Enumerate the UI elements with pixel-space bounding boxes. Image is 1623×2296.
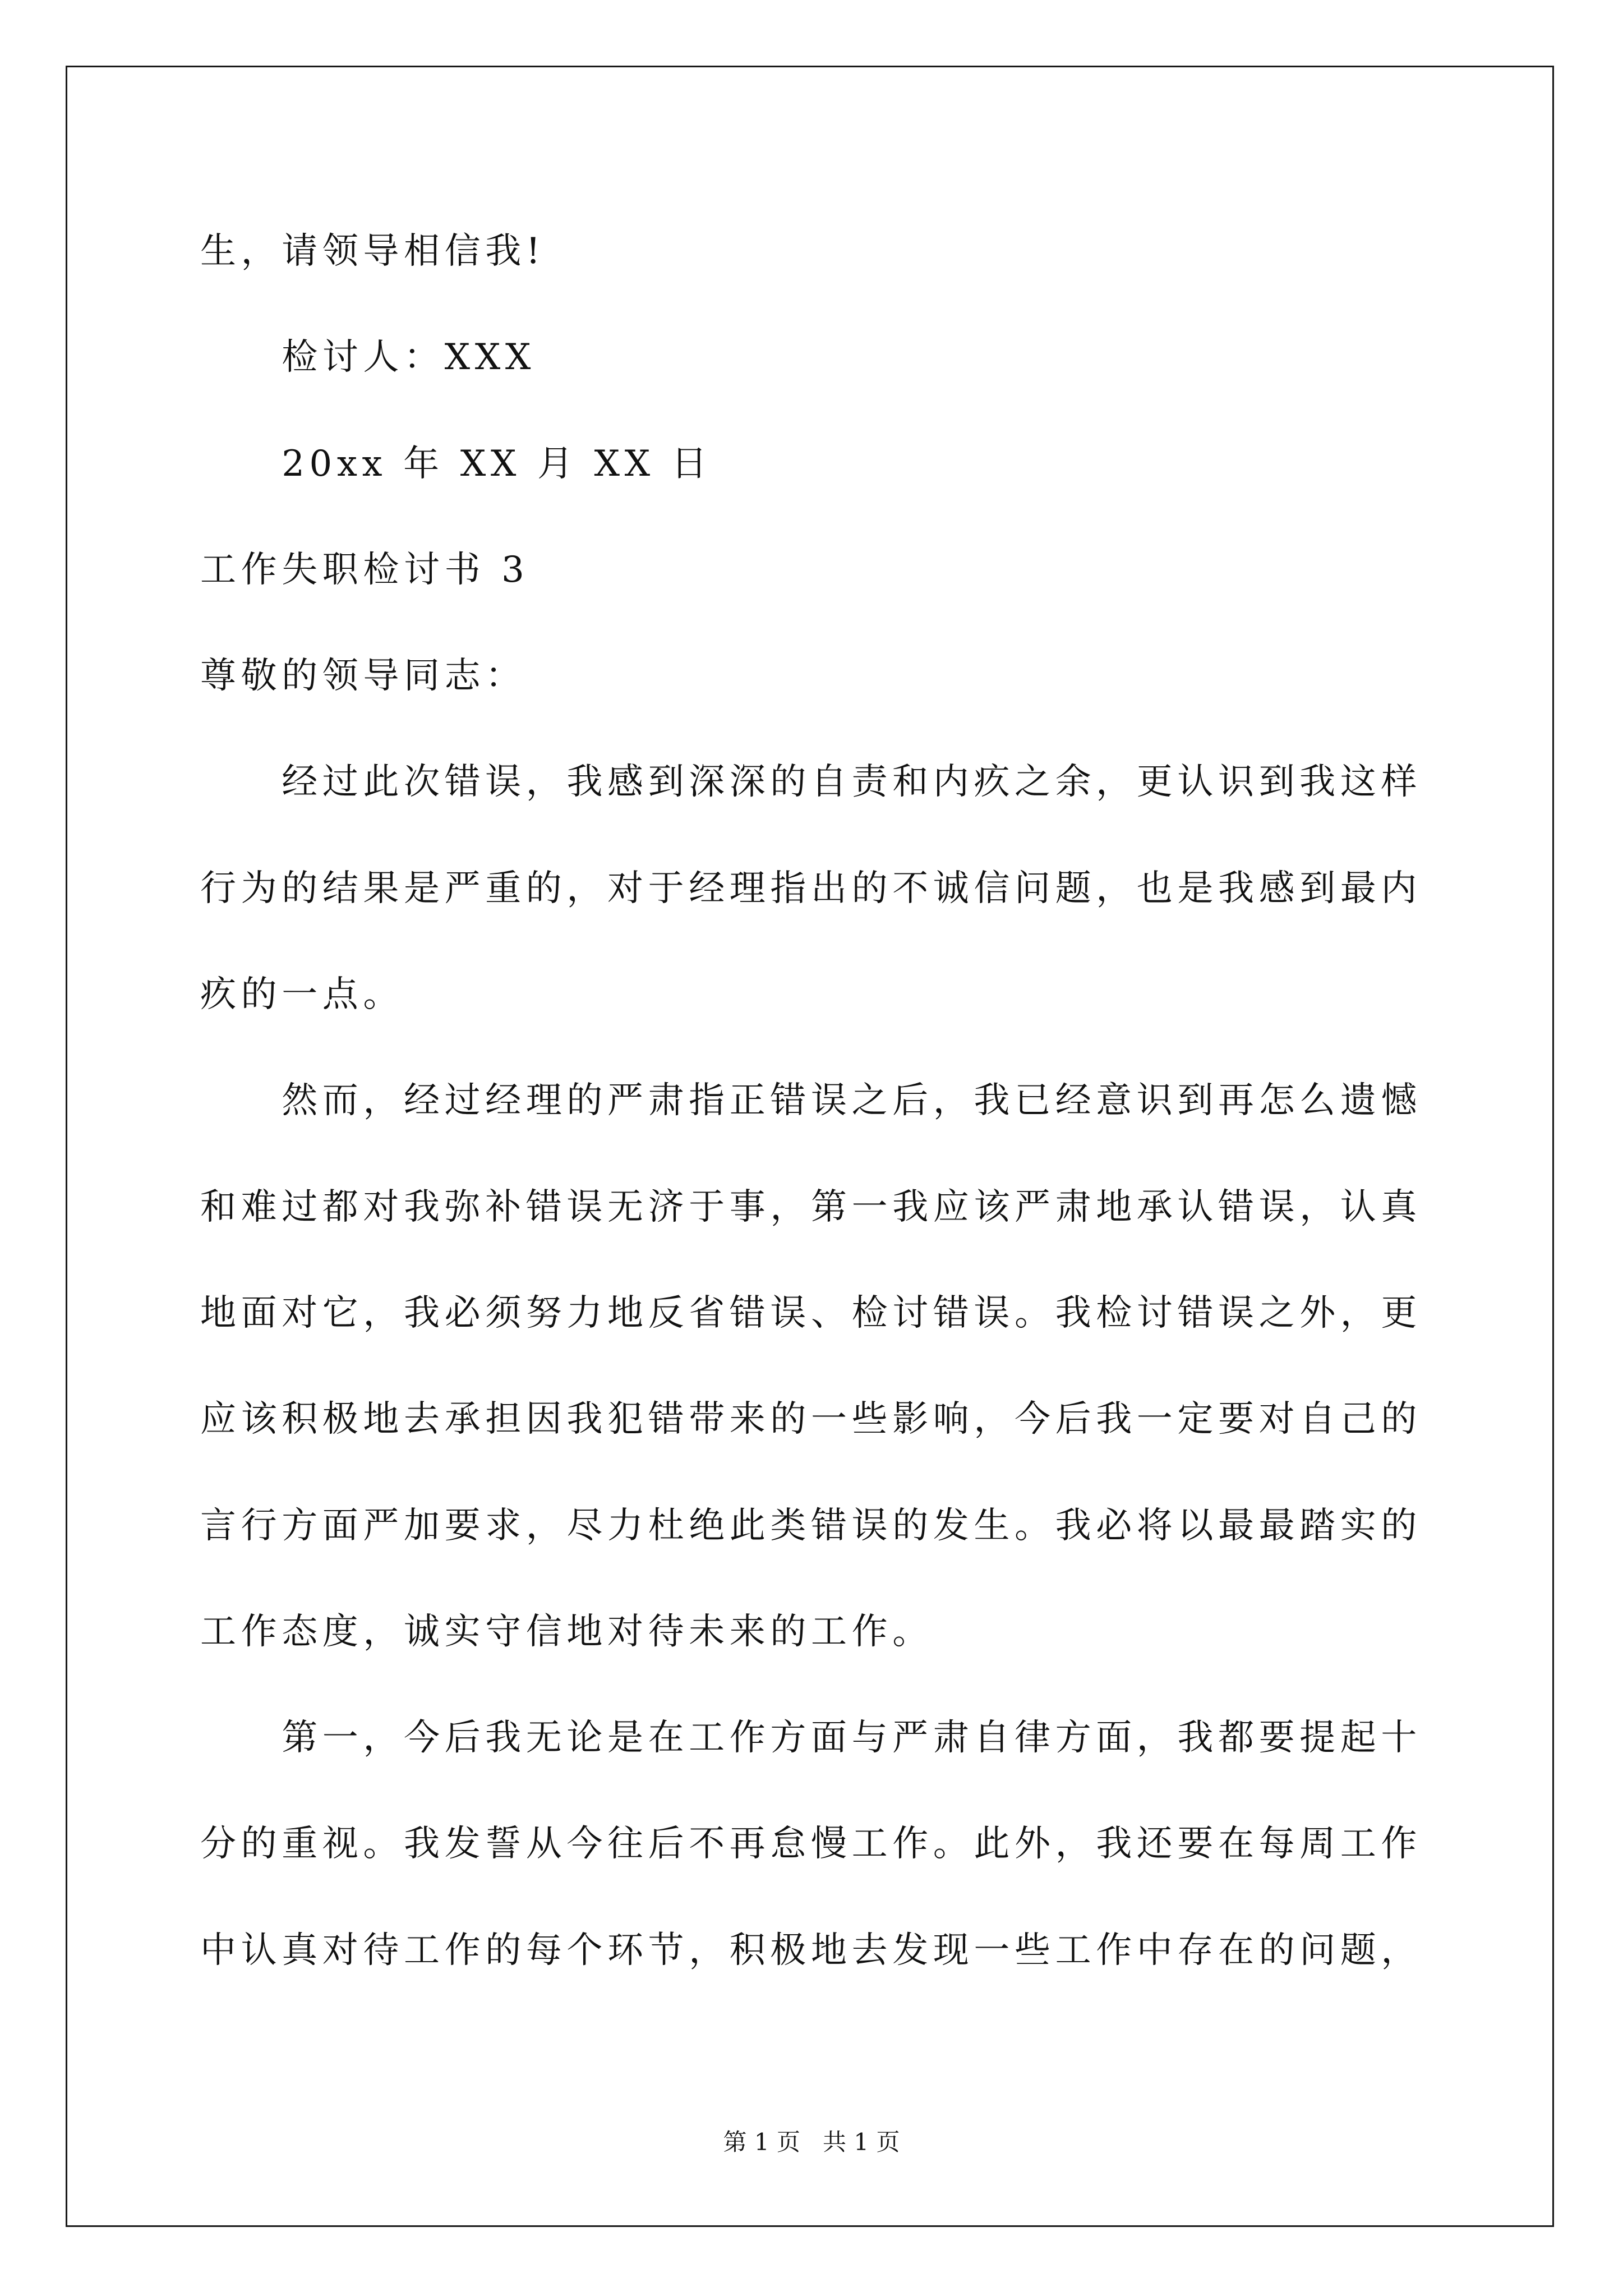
text-line: 工作态度，诚实守信地对待未来的工作。 (200, 1611, 933, 1653)
text-line: 经过此次错误，我感到深深的自责和内疚之余，更认识到我这样 (282, 761, 1422, 803)
document-title (200, 517, 1490, 623)
text-line: 第一，今后我无论是在工作方面与严肃自律方面，我都要提起十 (282, 1717, 1422, 1759)
text-line: 疚的一点。 (200, 974, 404, 1016)
date-line: 20xx 年 XX 月 XX 日 (282, 443, 712, 485)
body-paragraph (200, 1048, 1490, 1685)
page-footer: 第 1 页 共 1 页 (723, 2128, 900, 2156)
salutation-line: 尊敬的领导同志： (200, 655, 526, 697)
text-line: 和难过都对我弥补错误无济于事，第一我应该严肃地承认错误，认真 (200, 1186, 1422, 1228)
signatory-line: 检讨人：XXX (282, 337, 536, 379)
salutation (200, 623, 1490, 729)
text-line: 言行方面严加要求，尽力杜绝此类错误的发生。我必将以最最踏实的 (200, 1504, 1422, 1547)
text-line: 地面对它，我必须努力地反省错误、检讨错误。我检讨错误之外，更 (200, 1292, 1422, 1334)
text-line: 分的重视。我发誓从今往后不再怠慢工作。此外，我还要在每周工作 (200, 1823, 1422, 1865)
signatory-paragraph (200, 305, 1490, 411)
title-line: 工作失职检讨书 3 (200, 549, 529, 591)
text-line: 应该积极地去承担因我犯错带来的一些影响，今后我一定要对自己的 (200, 1398, 1422, 1441)
text-line: 然而，经过经理的严肃指正错误之后，我已经意识到再怎么遗憾 (282, 1080, 1422, 1122)
continuation-paragraph (200, 199, 1490, 305)
text-line: 中认真对待工作的每个环节，积极地去发现一些工作中存在的问题， (200, 1929, 1422, 1971)
date-paragraph (200, 411, 1490, 517)
text-line: 行为的结果是严重的，对于经理指出的不诚信问题，也是我感到最内 (200, 867, 1422, 909)
document-body (200, 199, 1490, 2004)
text-line: 生，请领导相信我! (200, 231, 546, 272)
body-paragraph (200, 729, 1490, 1048)
body-paragraph (200, 1685, 1490, 2004)
